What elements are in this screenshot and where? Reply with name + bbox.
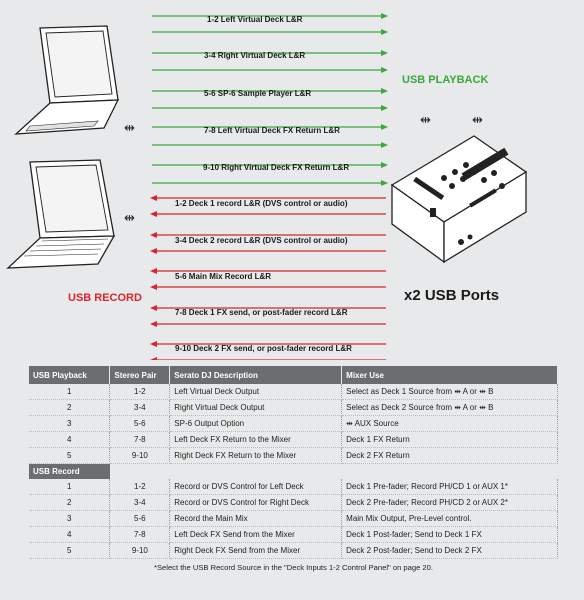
row-number: 1 <box>29 384 110 400</box>
row-description: Record the Main Mix <box>170 511 342 527</box>
row-mixer-use: Deck 2 Post-fader; Send to Deck 2 FX <box>342 543 558 559</box>
record-route-1: 1-2 Deck 1 record L&R (DVS control or audio) <box>175 199 348 208</box>
playback-route-5: 9-10 Right Virtual Deck FX Return L&R <box>203 163 350 172</box>
playback-arrows <box>152 13 388 186</box>
row-number: 4 <box>29 527 110 543</box>
row-description: Record or DVS Control for Right Deck <box>170 495 342 511</box>
row-number: 4 <box>29 432 110 448</box>
row-description: Record or DVS Control for Left Deck <box>170 479 342 495</box>
table-header-row <box>29 366 558 384</box>
record-route-3: 5-6 Main Mix Record L&R <box>175 272 272 281</box>
mixer-device-icon <box>392 136 526 262</box>
table-row <box>29 527 558 543</box>
row-description: SP-6 Output Option <box>170 416 342 432</box>
usb-icon: ⇹ <box>124 120 135 135</box>
record-subheader-row <box>29 464 558 480</box>
playback-arrow-head <box>381 88 388 94</box>
record-arrow-head <box>150 211 157 217</box>
record-subheader: USB Record <box>29 464 110 480</box>
row-stereo-pair: 9-10 <box>110 448 170 464</box>
table-row <box>29 432 558 448</box>
row-mixer-use: Deck 1 Pre-fader; Record PH/CD 1 or AUX 1* <box>342 479 558 495</box>
row-stereo-pair: 5-6 <box>110 511 170 527</box>
col-usb-playback: USB Playback <box>29 366 110 384</box>
table-row <box>29 495 558 511</box>
playback-route-3: 5-6 SP-6 Sample Player L&R <box>204 89 312 98</box>
playback-arrow-head <box>381 142 388 148</box>
row-description: Right Virtual Deck Output <box>170 400 342 416</box>
row-description: Right Deck FX Send from the Mixer <box>170 543 342 559</box>
laptop-playback-icon <box>16 26 118 134</box>
row-mixer-use: Select as Deck 1 Source from ⇹ A or ⇹ B <box>342 384 558 400</box>
record-arrow-head <box>150 357 157 360</box>
record-route-2: 3-4 Deck 2 record L&R (DVS control or audio) <box>175 236 348 245</box>
row-number: 5 <box>29 543 110 559</box>
table-row <box>29 384 558 400</box>
table-row <box>29 479 558 495</box>
col-mixer-use: Mixer Use <box>342 366 558 384</box>
record-arrow-head <box>150 195 157 201</box>
table-row <box>29 448 558 464</box>
playback-route-1: 1-2 Left Virtual Deck L&R <box>207 15 303 24</box>
usb-playback-label: USB PLAYBACK <box>402 74 489 86</box>
record-arrow-head <box>150 248 157 254</box>
row-description: Left Deck FX Return to the Mixer <box>170 432 342 448</box>
row-mixer-use: Deck 2 FX Return <box>342 448 558 464</box>
record-subheader-blank <box>110 464 558 480</box>
table-row <box>29 416 558 432</box>
row-mixer-use: Main Mix Output, Pre-Level control. <box>342 511 558 527</box>
playback-arrow-head <box>381 180 388 186</box>
usb-icon: ⇹ <box>472 112 483 127</box>
row-mixer-use: Deck 1 Post-fader; Send to Deck 1 FX <box>342 527 558 543</box>
usb-icon: ⇹ <box>420 112 431 127</box>
table-row <box>29 511 558 527</box>
row-mixer-use: Deck 2 Pre-fader; Record PH/CD 2 or AUX 2* <box>342 495 558 511</box>
row-mixer-use: Deck 1 FX Return <box>342 432 558 448</box>
row-stereo-pair: 1-2 <box>110 384 170 400</box>
row-description: Left Deck FX Send from the Mixer <box>170 527 342 543</box>
row-stereo-pair: 3-4 <box>110 400 170 416</box>
usb-icon: ⇹ <box>124 210 135 225</box>
row-description: Left Virtual Deck Output <box>170 384 342 400</box>
row-number: 2 <box>29 400 110 416</box>
table-row <box>29 400 558 416</box>
row-mixer-use: Select as Deck 2 Source from ⇹ A or ⇹ B <box>342 400 558 416</box>
table-footnote: *Select the USB Record Source in the "Deck Inputs 1-2 Control Panel" on page 20. <box>154 563 433 572</box>
usb-routing-table <box>29 366 558 559</box>
row-stereo-pair: 3-4 <box>110 495 170 511</box>
row-number: 5 <box>29 448 110 464</box>
row-stereo-pair: 9-10 <box>110 543 170 559</box>
row-stereo-pair: 1-2 <box>110 479 170 495</box>
row-number: 3 <box>29 511 110 527</box>
row-number: 2 <box>29 495 110 511</box>
playback-arrow-head <box>381 162 388 168</box>
row-stereo-pair: 7-8 <box>110 527 170 543</box>
table-row <box>29 543 558 559</box>
row-number: 1 <box>29 479 110 495</box>
record-route-5: 9-10 Deck 2 FX send, or post-fader record L&R <box>175 344 352 353</box>
record-arrow-head <box>150 232 157 238</box>
playback-arrow-head <box>381 67 388 73</box>
row-stereo-pair: 5-6 <box>110 416 170 432</box>
playback-arrow-head <box>381 29 388 35</box>
record-arrow-head <box>150 305 157 311</box>
playback-arrow-head <box>381 105 388 111</box>
playback-arrow-head <box>381 124 388 130</box>
col-description: Serato DJ Description <box>170 366 342 384</box>
col-stereo-pair: Stereo Pair <box>110 366 170 384</box>
row-number: 3 <box>29 416 110 432</box>
usb-record-label: USB RECORD <box>68 292 142 304</box>
playback-route-2: 3-4 Right Virtual Deck L&R <box>204 51 306 60</box>
playback-route-4: 7-8 Left Virtual Deck FX Return L&R <box>204 126 340 135</box>
row-stereo-pair: 7-8 <box>110 432 170 448</box>
usb-ports-label: x2 USB Ports <box>404 287 500 304</box>
record-arrow-head <box>150 321 157 327</box>
row-mixer-use: ⇹ AUX Source <box>342 416 558 432</box>
record-arrow-head <box>150 284 157 290</box>
playback-arrow-head <box>381 13 388 19</box>
row-description: Right Deck FX Return to the Mixer <box>170 448 342 464</box>
record-arrow-head <box>150 341 157 347</box>
record-arrow-head <box>150 268 157 274</box>
playback-arrow-head <box>381 50 388 56</box>
laptop-record-icon <box>8 160 114 268</box>
record-route-4: 7-8 Deck 1 FX send, or post-fader record L&R <box>175 308 348 317</box>
